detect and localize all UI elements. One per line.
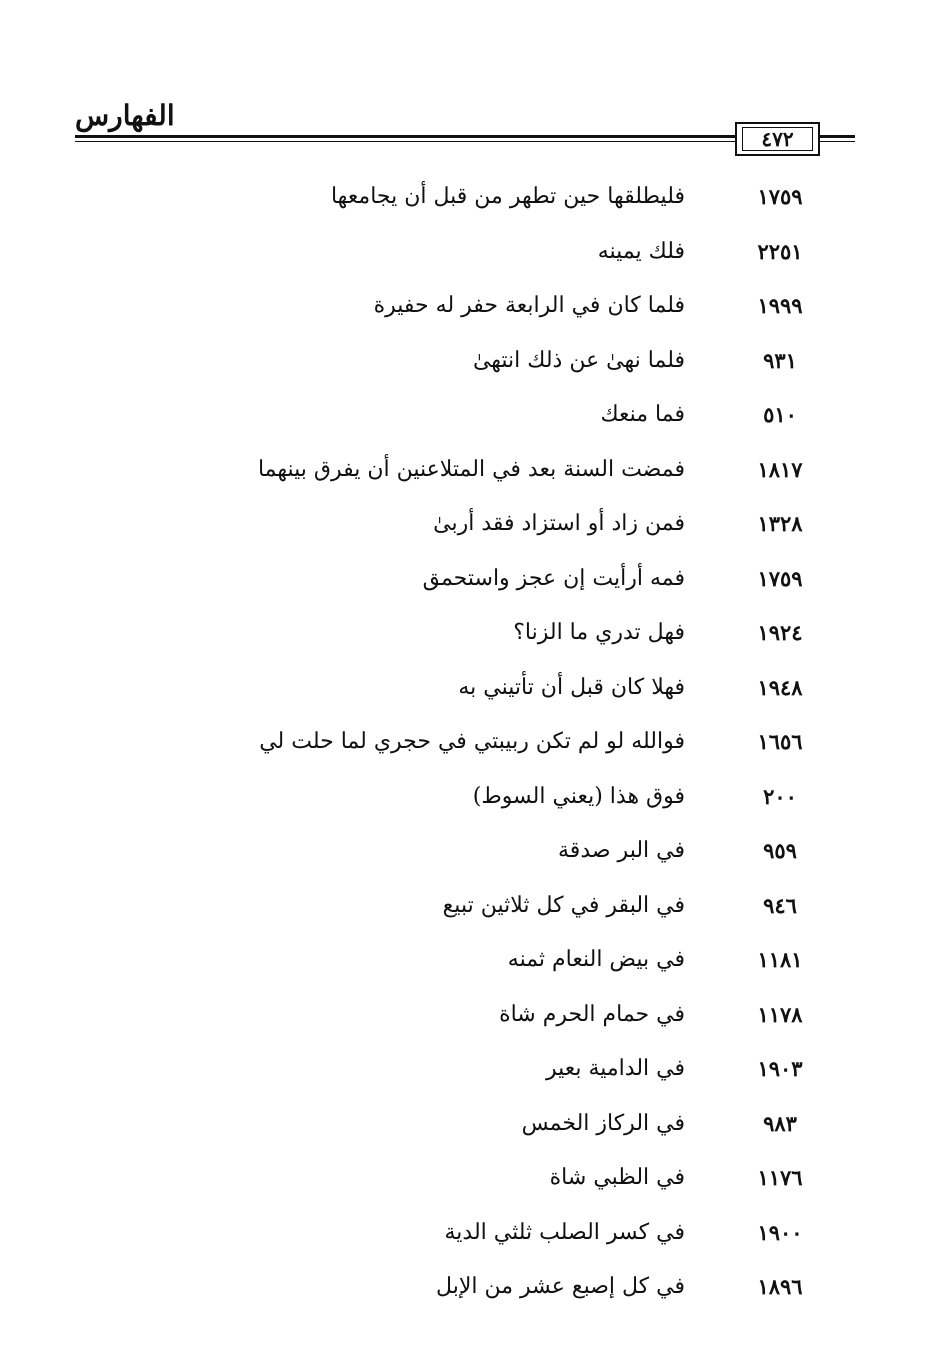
entry-text: في بيض النعام ثمنه [507, 947, 685, 972]
running-title: الفهارس [75, 99, 175, 132]
header-rule-thin [75, 141, 735, 142]
entry-text: فما منعك [600, 402, 685, 427]
index-entry [0, 389, 940, 444]
entry-number: ٢٠٠ [763, 783, 797, 809]
index-entry [0, 771, 940, 826]
entry-text: فلما كان في الرابعة حفر له حفيرة [373, 293, 685, 318]
entry-number: ١٣٢٨ [757, 511, 803, 536]
index-entry [0, 280, 940, 335]
entry-number: ١١٧٨ [757, 1001, 803, 1027]
entry-text: فمضت السنة بعد في المتلاعنين أن يفرق بينهما [257, 456, 685, 482]
entry-number: ٢٢٥١ [757, 238, 803, 264]
header-rule-right-thin [820, 141, 855, 142]
entry-number: ٩٤٦ [763, 892, 797, 918]
entry-text: في حمام الحرم شاة [499, 1001, 685, 1027]
index-entry [0, 716, 940, 771]
index-entries [0, 171, 940, 1316]
entry-number: ١٨٩٦ [757, 1274, 803, 1299]
entry-number: ٥١٠ [763, 402, 797, 427]
index-entry [0, 607, 940, 662]
entry-number: ٩٥٩ [763, 838, 797, 863]
index-entry [0, 989, 940, 1044]
entry-number: ١٩٢٤ [757, 620, 803, 645]
entry-text: فوق هذا (يعني السوط) [472, 783, 685, 809]
index-entry [0, 1098, 940, 1153]
entry-text: في كل إصبع عشر من الإبل [436, 1274, 685, 1299]
entry-number: ١٧٥٩ [757, 184, 803, 209]
entry-text: فلك يمينه [597, 238, 685, 264]
index-entry [0, 553, 940, 608]
entry-number: ١٩٠٣ [757, 1056, 803, 1081]
entry-number: ١٩٩٩ [757, 293, 803, 318]
entry-text: فوالله لو لم تكن ربيبتي في حجري لما حلت لي [259, 729, 685, 754]
entry-number: ١١٧٦ [757, 1165, 803, 1190]
entry-text: في الدامية بعير [545, 1056, 685, 1081]
header-rule-thick [75, 135, 735, 138]
page-number: ٤٧٢ [742, 127, 813, 151]
index-entry [0, 934, 940, 989]
index-entry [0, 335, 940, 390]
index-entry [0, 1207, 940, 1262]
page-header [0, 0, 940, 160]
index-entry [0, 1152, 940, 1207]
entry-text: في الظبي شاة [549, 1165, 685, 1190]
entry-text: في كسر الصلب ثلثي الدية [444, 1219, 685, 1245]
entry-number: ٩٨٣ [763, 1110, 797, 1136]
index-entry [0, 880, 940, 935]
index-entry [0, 171, 940, 226]
index-entry [0, 1043, 940, 1098]
entry-number: ٩٣١ [763, 347, 797, 373]
entry-text: فمه أرأيت إن عجز واستحمق [422, 565, 685, 591]
entry-text: فليطلقها حين تطهر من قبل أن يجامعها [330, 184, 685, 209]
index-entry [0, 226, 940, 281]
entry-number: ١٩٤٨ [757, 674, 803, 700]
index-entry [0, 825, 940, 880]
entry-number: ١٦٥٦ [757, 729, 803, 754]
entry-number: ١٧٥٩ [757, 565, 803, 591]
index-entry [0, 444, 940, 499]
page-number-box [735, 122, 820, 156]
entry-number: ١٩٠٠ [757, 1219, 803, 1245]
index-entry [0, 498, 940, 553]
entry-number: ١٨١٧ [757, 456, 803, 482]
entry-text: في البر صدقة [558, 838, 685, 863]
index-entry [0, 662, 940, 717]
entry-text: فلما نهىٰ عن ذلك انتهىٰ [472, 347, 685, 373]
header-rule-right-thick [820, 135, 855, 138]
entry-text: في الركاز الخمس [521, 1110, 685, 1136]
entry-text: في البقر في كل ثلاثين تبيع [442, 892, 685, 918]
entry-text: فهل تدري ما الزنا؟ [513, 620, 685, 645]
index-entry [0, 1261, 940, 1316]
entry-number: ١١٨١ [757, 947, 803, 972]
entry-text: فهلا كان قبل أن تأتيني به [458, 674, 685, 700]
entry-text: فمن زاد أو استزاد فقد أربىٰ [433, 511, 685, 536]
